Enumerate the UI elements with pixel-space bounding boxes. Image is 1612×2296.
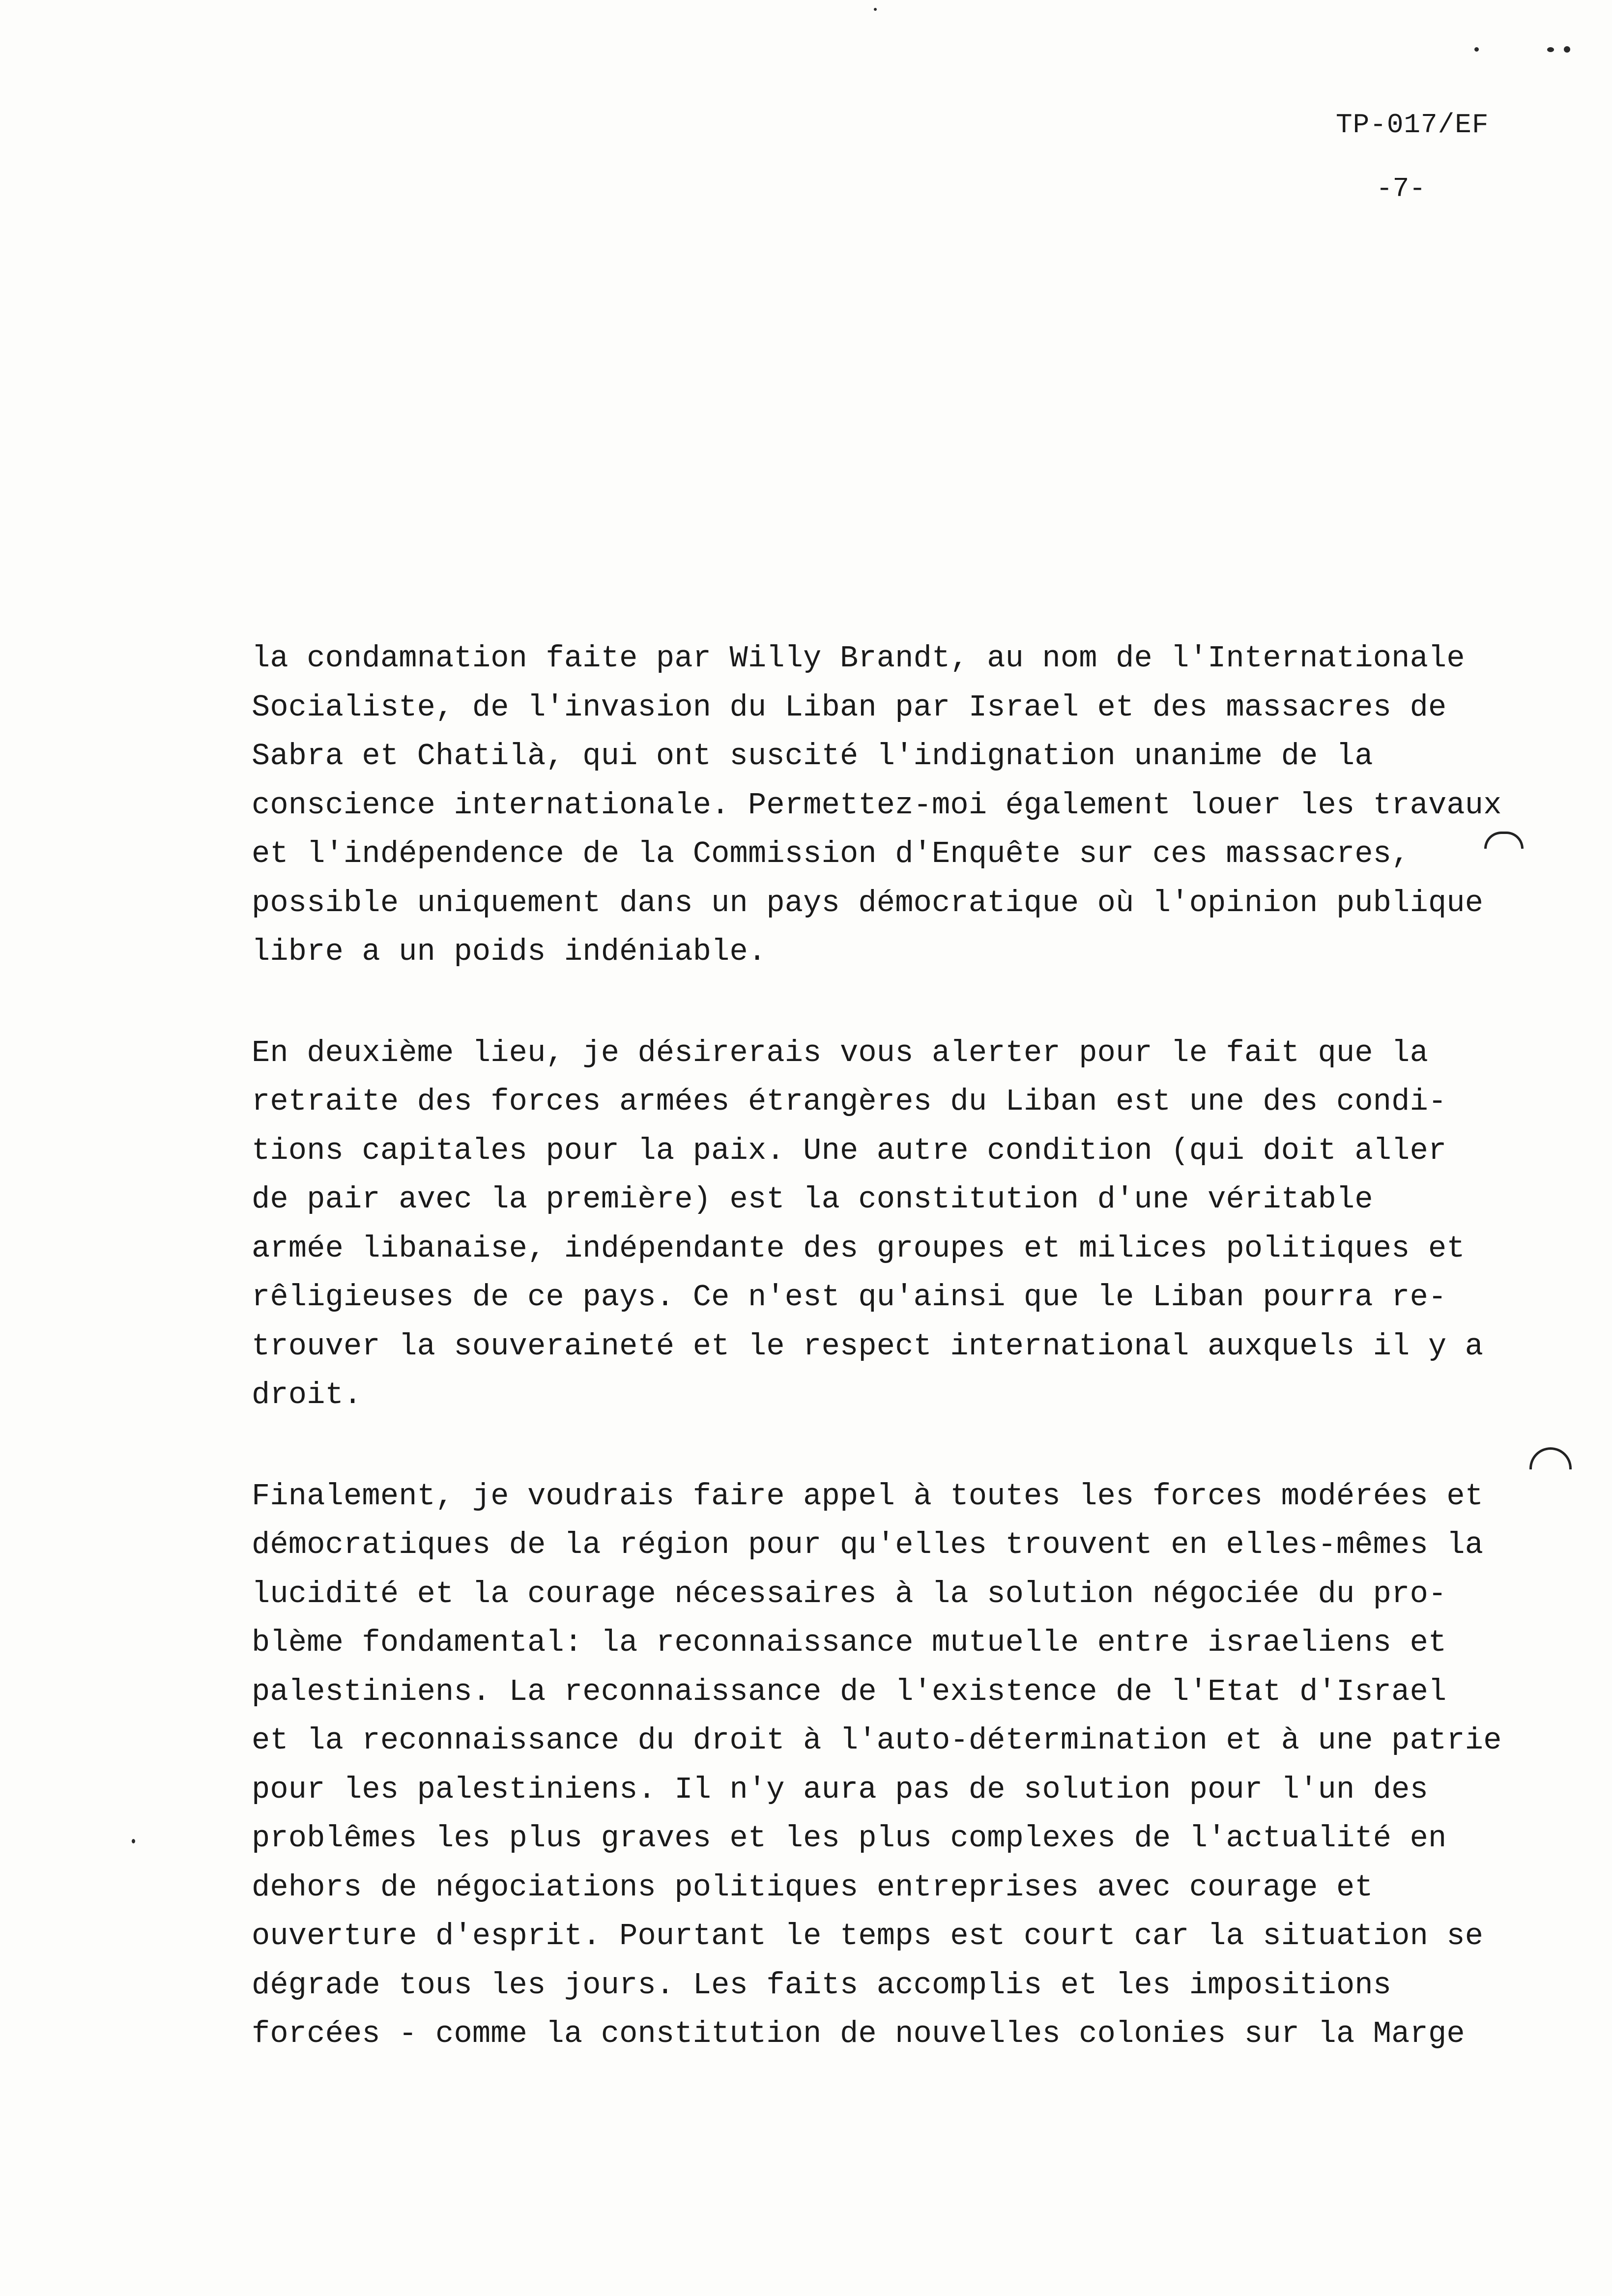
text-line: retraite des forces armées étrangères du Liban est une des condi-: [252, 1084, 1447, 1119]
text-line: démocratiques de la région pour qu'elles trouvent en elles-mêmes la: [252, 1527, 1484, 1562]
text-line: trouver la souveraineté et le respect international auxquels il y a: [252, 1328, 1484, 1364]
text-line: Socialiste, de l'invasion du Liban par Israel et des massacres de: [252, 689, 1447, 725]
text-line: lucidité et la courage nécessaires à la solution négociée du pro-: [252, 1576, 1447, 1611]
body-text: [252, 634, 1588, 2059]
text-line: droit.: [252, 1378, 362, 1412]
text-line: et l'indépendence de la Commission d'Enquête sur ces massacres,: [252, 836, 1410, 871]
text-line: blème fondamental: la reconnaissance mutuelle entre israeliens et: [252, 1625, 1447, 1660]
text-line: rêligieuses de ce pays. Ce n'est qu'ainsi que le Liban pourra re-: [252, 1280, 1447, 1315]
scan-speck: [132, 1839, 135, 1843]
scan-speck: [1474, 47, 1479, 52]
paragraph-1: [252, 634, 1588, 976]
text-line: tions capitales pour la paix. Une autre condition (qui doit aller: [252, 1133, 1447, 1168]
text-line: En deuxième lieu, je désirerais vous alerter pour le fait que la: [252, 1035, 1428, 1070]
text-line: de pair avec la première) est la constitution d'une véritable: [252, 1182, 1373, 1217]
text-line: libre a un poids indéniable.: [252, 934, 767, 969]
text-line: la condamnation faite par Willy Brandt, au nom de l'Internationale: [252, 641, 1465, 676]
text-line: possible uniquement dans un pays démocratique où l'opinion publique: [252, 885, 1484, 920]
scan-speck: [874, 8, 877, 11]
text-line: ouverture d'esprit. Pourtant le temps est court car la situation se: [252, 1919, 1484, 1953]
document-reference: TP-017/EF: [1336, 109, 1489, 141]
scan-speck: [1547, 47, 1554, 52]
text-line: Finalement, je voudrais faire appel à toutes les forces modérées et: [252, 1478, 1484, 1514]
text-line: palestiniens. La reconnaissance de l'existence de l'Etat d'Israel: [252, 1674, 1447, 1709]
paragraph-3: [252, 1472, 1588, 2059]
text-line: Sabra et Chatilà, qui ont suscité l'indignation unanime de la: [252, 739, 1373, 774]
text-line: dehors de négociations politiques entreprises avec courage et: [252, 1869, 1373, 1905]
text-line: dégrade tous les jours. Les faits accomplis et les impositions: [252, 1967, 1392, 2003]
text-line: pour les palestiniens. Il n'y aura pas de solution pour l'un des: [252, 1772, 1428, 1807]
page-number: -7-: [1376, 173, 1426, 204]
text-line: forcées - comme la constitution de nouvelles colonies sur la Marge: [252, 2016, 1465, 2051]
text-line: problêmes les plus graves et les plus complexes de l'actualité en: [252, 1821, 1447, 1856]
text-line: et la reconnaissance du droit à l'auto-détermination et à une patrie: [252, 1723, 1502, 1758]
text-line: armée libanaise, indépendante des groupes et milices politiques et: [252, 1231, 1465, 1266]
scan-speck: [1564, 46, 1570, 53]
paragraph-2: [252, 1029, 1588, 1420]
paragraph-spacer: [252, 1420, 1588, 1472]
text-line: conscience internationale. Permettez-moi également louer les travaux: [252, 787, 1502, 823]
paragraph-spacer: [252, 976, 1588, 1029]
